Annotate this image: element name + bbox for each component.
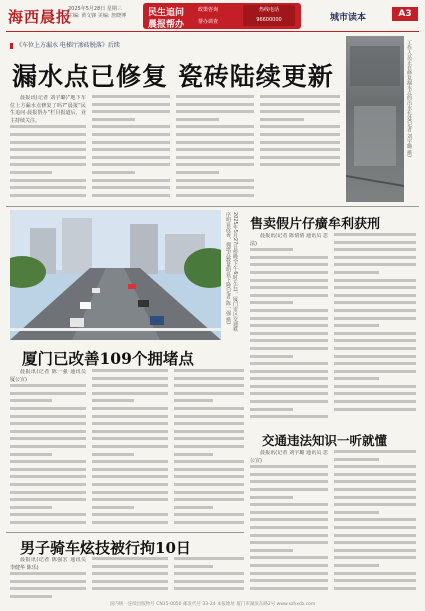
text-line — [10, 156, 86, 159]
text-line — [174, 468, 244, 471]
story3-column-2 — [92, 369, 168, 529]
text-line — [334, 400, 416, 403]
text-line — [334, 385, 416, 388]
lead-headline: 漏水点已修复 瓷砖陆续更新 — [12, 62, 334, 91]
text-line — [10, 453, 52, 456]
text-line — [10, 572, 86, 575]
text-line — [250, 347, 328, 350]
header-rule — [6, 31, 419, 32]
text-line — [250, 572, 328, 575]
text-line — [174, 430, 244, 433]
text-line — [176, 156, 254, 159]
text-line — [92, 468, 168, 471]
text-line — [10, 506, 52, 509]
text-line — [174, 460, 244, 463]
text-line — [334, 473, 416, 476]
text-lines — [10, 125, 86, 203]
text-line — [10, 186, 86, 189]
story2-column-1 — [250, 233, 328, 423]
lead-photo — [346, 36, 404, 202]
text-line — [174, 437, 244, 440]
text-line — [174, 415, 244, 418]
text-line — [334, 279, 416, 282]
text-lines — [174, 557, 244, 599]
text-line — [92, 415, 168, 418]
text-line — [92, 163, 170, 166]
text-line — [334, 496, 416, 499]
text-line — [250, 263, 328, 266]
banner-sub-1: 政策咨询 — [198, 7, 219, 13]
text-line — [174, 557, 244, 560]
text-line — [10, 194, 86, 197]
text-line — [10, 595, 52, 598]
text-line — [92, 491, 168, 494]
text-line — [250, 579, 328, 582]
text-line — [250, 549, 293, 552]
text-line — [92, 148, 170, 151]
text-line — [176, 148, 254, 151]
text-line — [10, 171, 52, 174]
text-line — [174, 453, 213, 456]
text-line — [174, 392, 244, 395]
section-title: 城市读本 — [330, 13, 367, 23]
text-line — [250, 286, 328, 289]
page-number: A3 — [392, 7, 418, 21]
text-line — [250, 408, 293, 411]
newspaper-logo: 海西晨报 — [8, 8, 73, 26]
text-line — [92, 95, 170, 98]
text-line — [10, 513, 86, 516]
text-line — [10, 392, 86, 395]
story5-column-3 — [174, 557, 244, 599]
text-line — [260, 156, 340, 159]
text-line — [334, 324, 379, 327]
text-line — [334, 579, 416, 582]
text-line — [92, 565, 168, 568]
story5-byline: 晨报讯(记者 陈强宏 通讯员 李健华 陈乐) — [10, 557, 86, 571]
text-lines — [250, 248, 328, 423]
text-line — [92, 110, 170, 113]
text-line — [250, 564, 328, 567]
text-line — [92, 460, 168, 463]
lead-text — [10, 95, 86, 125]
text-line — [92, 125, 170, 128]
text-lines — [176, 95, 254, 203]
story3-byline: 晨报讯(记者 陈一强 通讯员 厦公宣) — [10, 369, 86, 383]
text-line — [334, 408, 416, 411]
lead-photo-caption: 工作人员正在修复漏水点的出水孔处(记者 刘宇璐 摄) — [406, 40, 412, 158]
text-lines — [334, 233, 416, 423]
text-line — [10, 460, 86, 463]
story4-headline: 交通违法知识一听就懂 — [262, 433, 388, 448]
kicker-bar — [10, 43, 13, 49]
text-lines — [92, 557, 168, 599]
story4-column-2 — [334, 450, 416, 595]
text-line — [10, 430, 86, 433]
service-banner[interactable] — [143, 3, 301, 29]
text-line — [10, 468, 86, 471]
lead-kicker — [10, 40, 120, 49]
text-line — [92, 475, 168, 478]
text-line — [10, 133, 86, 136]
text-line — [176, 125, 254, 128]
text-line — [250, 248, 293, 251]
hotline-box[interactable] — [243, 5, 295, 26]
text-line — [92, 498, 168, 501]
text-line — [334, 392, 416, 395]
text-line — [10, 483, 86, 486]
text-line — [334, 256, 416, 259]
text-line — [92, 422, 168, 425]
banner-title-1: 民生追问 — [148, 8, 185, 18]
text-line — [174, 384, 244, 387]
story3-column-3 — [174, 369, 244, 529]
text-line — [10, 407, 86, 410]
text-line — [334, 263, 416, 266]
text-line — [92, 399, 134, 402]
hotline-number: 96600000 — [256, 17, 282, 23]
text-line — [260, 110, 340, 113]
text-line — [92, 118, 135, 121]
lead-column-4 — [260, 95, 340, 203]
text-line — [250, 503, 328, 506]
text-line — [334, 271, 379, 274]
text-line — [10, 163, 86, 166]
issue-date — [68, 6, 126, 20]
text-line — [334, 332, 416, 335]
text-line — [250, 556, 328, 559]
text-line — [334, 518, 416, 521]
text-line — [260, 118, 304, 121]
text-line — [250, 415, 328, 418]
text-line — [92, 407, 168, 410]
text-line — [334, 534, 416, 537]
story5-column-1 — [10, 557, 86, 599]
text-line — [250, 355, 293, 358]
text-line — [250, 518, 328, 521]
text-line — [176, 171, 219, 174]
text-line — [250, 279, 328, 282]
text-line — [250, 256, 328, 259]
text-line — [174, 521, 244, 524]
text-line — [250, 400, 328, 403]
text-line — [250, 294, 328, 297]
text-line — [174, 407, 244, 410]
text-line — [250, 541, 328, 544]
text-line — [334, 556, 416, 559]
text-line — [334, 526, 416, 529]
text-line — [92, 392, 168, 395]
text-line — [174, 572, 244, 575]
text-line — [174, 580, 244, 583]
text-line — [174, 475, 244, 478]
text-line — [92, 430, 168, 433]
text-line — [334, 450, 416, 453]
text-line — [174, 491, 244, 494]
text-line — [250, 511, 328, 514]
text-line — [176, 186, 254, 189]
text-line — [250, 324, 328, 327]
text-line — [334, 301, 416, 304]
text-line — [174, 445, 244, 448]
text-line — [250, 385, 328, 388]
story2-headline: 售卖假片仔癀牟利获刑 — [250, 217, 381, 232]
text-line — [10, 148, 86, 151]
text-line — [10, 422, 86, 425]
text-line — [260, 141, 340, 144]
text-line — [334, 488, 416, 491]
text-lines — [92, 95, 170, 203]
text-line — [250, 488, 328, 491]
text-line — [10, 475, 86, 478]
story5-divider — [6, 532, 244, 533]
text-line — [334, 286, 416, 289]
text-line — [250, 496, 293, 499]
text-line — [10, 587, 86, 590]
text-line — [10, 179, 86, 182]
text-lines — [10, 572, 86, 599]
text-line — [174, 506, 213, 509]
text-lines — [92, 369, 168, 529]
text-line — [250, 587, 328, 590]
text-line — [92, 506, 134, 509]
text-line — [92, 141, 170, 144]
text-line — [10, 415, 86, 418]
text-line — [92, 179, 170, 182]
text-line — [250, 377, 328, 380]
text-line — [176, 133, 254, 136]
text-line — [174, 498, 244, 501]
text-lines — [174, 369, 244, 529]
text-line — [174, 565, 213, 568]
story4-column-1 — [250, 450, 328, 595]
section-divider — [6, 206, 419, 207]
text-line — [10, 399, 52, 402]
text-line — [250, 392, 328, 395]
text-line — [174, 587, 244, 590]
text-line — [250, 465, 328, 468]
text-line — [10, 445, 86, 448]
text-line — [250, 301, 293, 304]
lead-column-3 — [176, 95, 254, 203]
traffic-photo — [10, 210, 221, 340]
banner-sub-2: 帮办调查 — [198, 19, 219, 25]
text-line — [334, 362, 416, 365]
date-line: 2025年5月28日 星期三 — [68, 6, 122, 12]
text-line — [10, 384, 86, 387]
text-line — [174, 422, 244, 425]
text-line — [176, 95, 254, 98]
text-lines — [10, 384, 86, 529]
text-line — [334, 241, 416, 244]
story4-byline: 晨报讯(记者 刘宇璐 通讯员 思公宣) — [250, 450, 328, 464]
lead-body: “地下车位上方漏水点修复了吗?”晨报“民生追问·晨报帮办”栏目报道后，业主持续关注。 — [10, 95, 86, 124]
text-line — [260, 95, 340, 98]
text-line — [334, 458, 379, 461]
text-line — [92, 377, 168, 380]
story5-column-2 — [92, 557, 168, 599]
traffic-photo-caption: 2025年5月27日傍晚(下午6时左右)，厦门市区交通秩序明显改善，拥堵点数量明显下降(记者 陈一强 摄) — [225, 212, 238, 332]
text-line — [10, 521, 86, 524]
text-line — [10, 580, 86, 583]
text-line — [250, 362, 328, 365]
text-line — [334, 511, 379, 514]
text-line — [92, 156, 170, 159]
text-line — [176, 163, 254, 166]
text-line — [10, 498, 86, 501]
text-line — [250, 271, 328, 274]
text-line — [334, 347, 416, 350]
text-line — [250, 526, 328, 529]
text-line — [260, 133, 340, 136]
text-line — [250, 317, 328, 320]
banner-title-2: 晨报帮办 — [148, 20, 185, 30]
text-line — [250, 309, 328, 312]
text-line — [260, 103, 340, 106]
page-footer: 国内统一连续出版物号 CN35-0050 邮发代号 33-24 本报地址 厦门市湖滨东路2号 www.szhxcb.com — [109, 602, 316, 607]
text-line — [176, 141, 254, 144]
text-line — [260, 163, 340, 166]
lead-photo-art — [346, 36, 404, 202]
text-line — [250, 480, 328, 483]
text-line — [334, 355, 416, 358]
text-line — [334, 465, 416, 468]
text-line — [334, 317, 416, 320]
text-line — [334, 377, 379, 380]
hotline-label: 热线电话 — [258, 7, 279, 13]
text-line — [334, 309, 416, 312]
lead-column-1 — [10, 95, 86, 203]
text-line — [334, 233, 416, 236]
text-line — [92, 171, 135, 174]
text-line — [334, 480, 416, 483]
text-line — [92, 369, 168, 372]
text-line — [10, 141, 86, 144]
text-lines — [250, 465, 328, 595]
text-line — [10, 437, 86, 440]
story2-byline: 晨报讯(记者 陈倩倩 通讯员 思法) — [250, 233, 328, 247]
text-line — [174, 369, 244, 372]
text-line — [92, 580, 168, 583]
text-line — [334, 248, 416, 251]
story3-column-1 — [10, 369, 86, 529]
text-line — [334, 370, 416, 373]
text-line — [10, 491, 86, 494]
lead-column-2 — [92, 95, 170, 203]
text-line — [250, 339, 328, 342]
text-line — [174, 399, 213, 402]
editor-line: 主编: 黄文锋 美编: 詹晓博 — [68, 13, 127, 19]
text-line — [250, 473, 328, 476]
lead-kicker-text: 《车位上方漏水 电梯厅渗砖脱落》后续 — [16, 42, 120, 49]
text-line — [176, 103, 254, 106]
text-line — [92, 557, 168, 560]
text-line — [92, 513, 168, 516]
text-line — [92, 445, 168, 448]
lead-byline: 晨报讯(记者 刘宇璐) — [20, 95, 68, 101]
text-line — [92, 194, 170, 197]
text-line — [92, 186, 170, 189]
text-line — [92, 483, 168, 486]
text-line — [334, 587, 416, 590]
text-line — [334, 339, 416, 342]
text-line — [250, 332, 328, 335]
text-line — [176, 110, 254, 113]
text-line — [176, 194, 254, 197]
text-line — [334, 549, 416, 552]
text-line — [334, 572, 416, 575]
text-line — [92, 572, 168, 575]
traffic-photo-art — [10, 210, 221, 340]
text-lines — [334, 450, 416, 595]
story5-headline: 男子骑车炫技被行拘10日 — [20, 539, 191, 557]
text-line — [260, 125, 340, 128]
text-line — [10, 125, 86, 128]
text-line — [174, 513, 244, 516]
text-line — [92, 521, 168, 524]
text-line — [174, 483, 244, 486]
text-line — [334, 294, 416, 297]
text-line — [176, 179, 254, 182]
text-line — [250, 534, 328, 537]
story3-headline: 厦门已改善109个拥堵点 — [22, 349, 194, 368]
text-lines — [260, 95, 340, 203]
text-line — [92, 587, 168, 590]
text-line — [260, 148, 340, 151]
text-line — [174, 377, 244, 380]
text-line — [334, 564, 379, 567]
text-line — [176, 118, 219, 121]
text-line — [92, 437, 168, 440]
story2-column-2 — [334, 233, 416, 423]
text-line — [92, 453, 134, 456]
text-line — [334, 541, 416, 544]
text-line — [92, 384, 168, 387]
text-line — [92, 103, 170, 106]
text-line — [250, 370, 328, 373]
text-line — [92, 133, 170, 136]
text-line — [334, 503, 416, 506]
